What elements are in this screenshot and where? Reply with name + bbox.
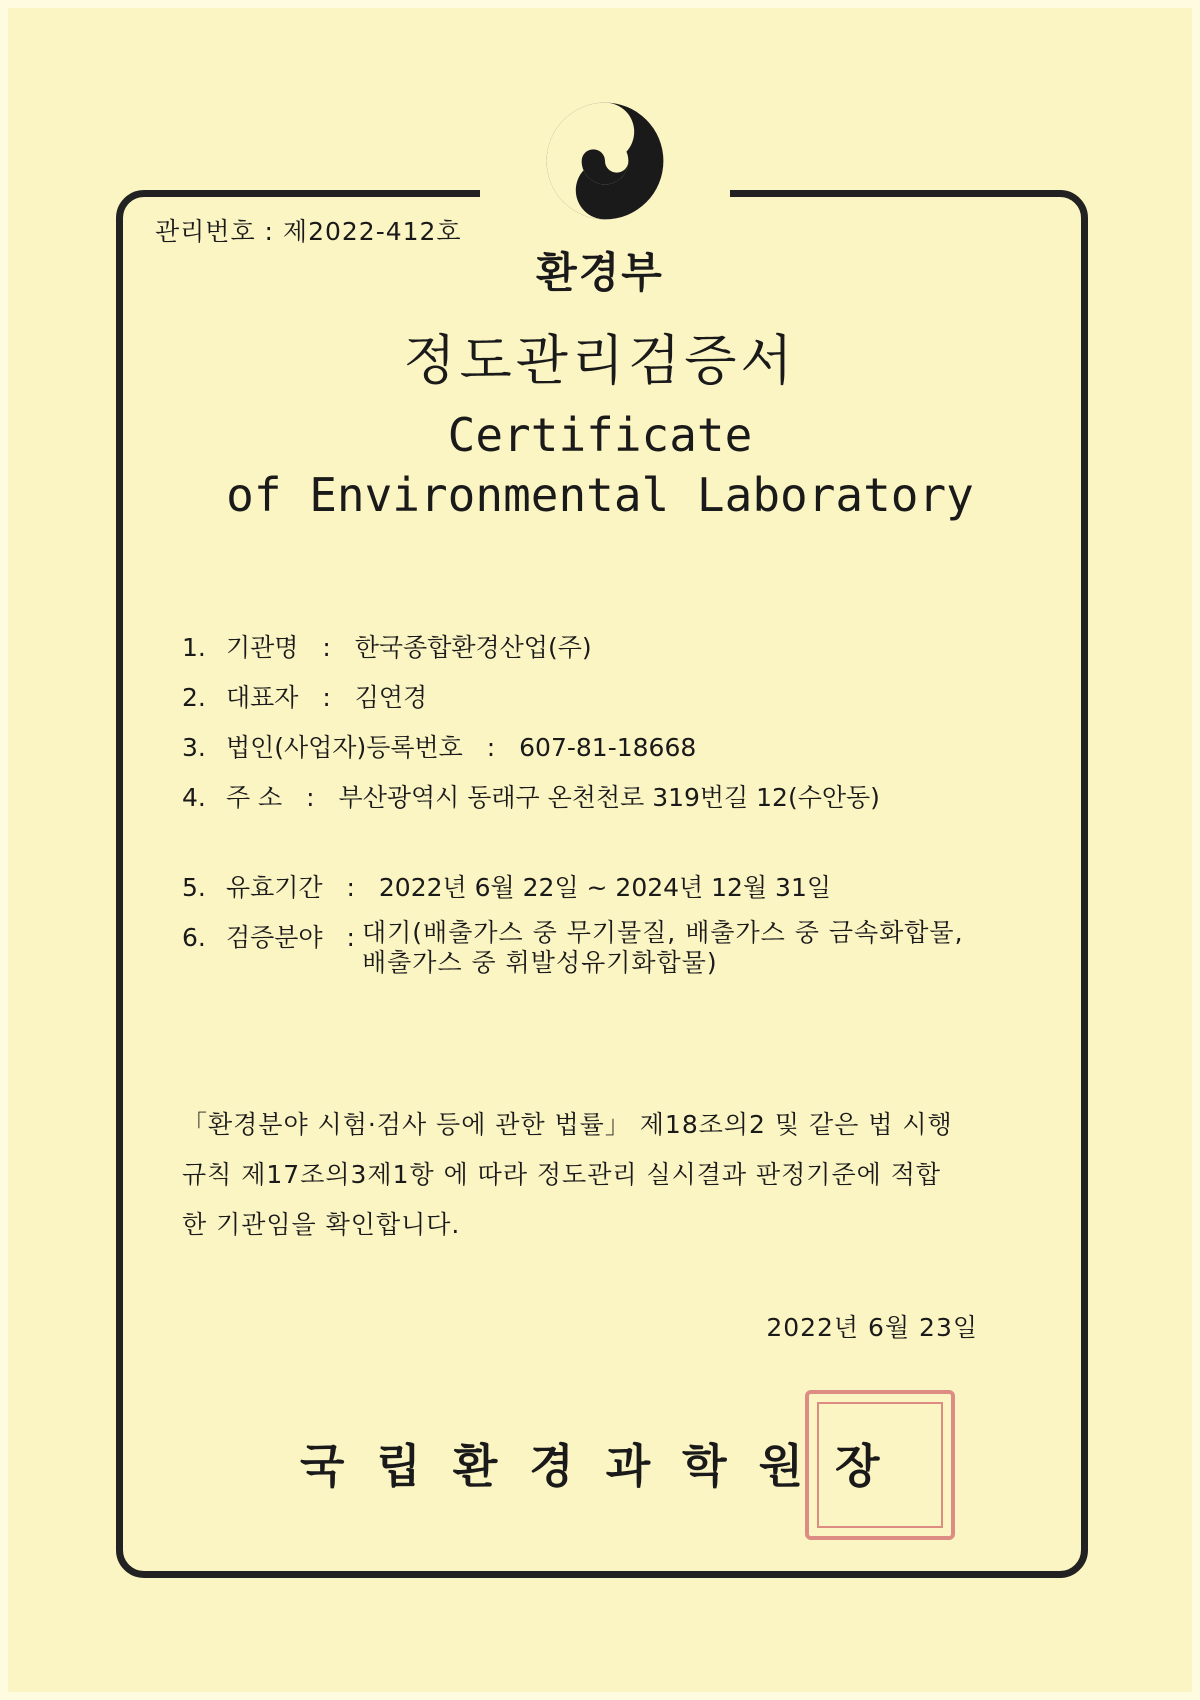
item-separator: : bbox=[306, 783, 315, 812]
item-value: 대기(배출가스 중 무기물질, 배출가스 중 금속화합물, 배출가스 중 휘발성유기화합물) bbox=[362, 918, 964, 977]
item-separator: : bbox=[346, 923, 355, 952]
item-representative bbox=[182, 678, 427, 714]
item-label: 주 소 bbox=[225, 783, 283, 812]
item-institution bbox=[182, 628, 592, 664]
item-value: 한국종합환경산업(주) bbox=[354, 633, 592, 662]
item-separator: : bbox=[486, 733, 496, 762]
certificate-title-english-line2: of Environmental Laboratory bbox=[226, 468, 974, 522]
item-number: 6. bbox=[182, 923, 206, 952]
item-number: 2. bbox=[182, 683, 206, 712]
item-label: 검증분야 bbox=[225, 923, 323, 952]
item-number: 5. bbox=[182, 873, 206, 902]
item-number: 4. bbox=[182, 783, 206, 812]
item-value: 2022년 6월 22일 ~ 2024년 12월 31일 bbox=[378, 873, 832, 902]
issue-date: 2022년 6월 23일 bbox=[766, 1313, 978, 1342]
item-label: 유효기간 bbox=[225, 873, 323, 902]
item-label: 법인(사업자)등록번호 bbox=[225, 733, 463, 762]
item-value: 607-81-18668 bbox=[519, 733, 697, 762]
item-value: 김연경 bbox=[354, 683, 428, 712]
certificate-title-english-line1: Certificate bbox=[447, 408, 753, 462]
item-address bbox=[182, 778, 880, 814]
item-separator: : bbox=[346, 873, 355, 902]
item-number: 3. bbox=[182, 733, 206, 762]
item-label: 기관명 bbox=[225, 633, 299, 662]
item-registration-number bbox=[182, 728, 696, 764]
ministry-name: 환경부 bbox=[536, 248, 664, 297]
item-number: 1. bbox=[182, 633, 206, 662]
item-separator: : bbox=[322, 633, 331, 662]
item-label: 대표자 bbox=[225, 683, 299, 712]
item-validity-period bbox=[182, 868, 831, 904]
certificate-title-korean: 정도관리검증서 bbox=[403, 329, 797, 392]
management-number: 관리번호 : 제2022-412호 bbox=[155, 217, 462, 246]
government-emblem-icon bbox=[532, 88, 678, 234]
certification-statement: 「환경분야 시험·검사 등에 관한 법률」 제18조의2 및 같은 법 시행규칙 제17조의3제1항 에 따라 정도관리 실시결과 판정기준에 적합한 기관임을 확인합니다. bbox=[182, 1110, 953, 1239]
item-value: 부산광역시 동래구 온천천로 319번길 12(수안동) bbox=[338, 783, 880, 812]
item-separator: : bbox=[322, 683, 331, 712]
issuer-name: 국립환경과학원장 bbox=[300, 1439, 912, 1493]
item-verification-field bbox=[182, 918, 964, 977]
